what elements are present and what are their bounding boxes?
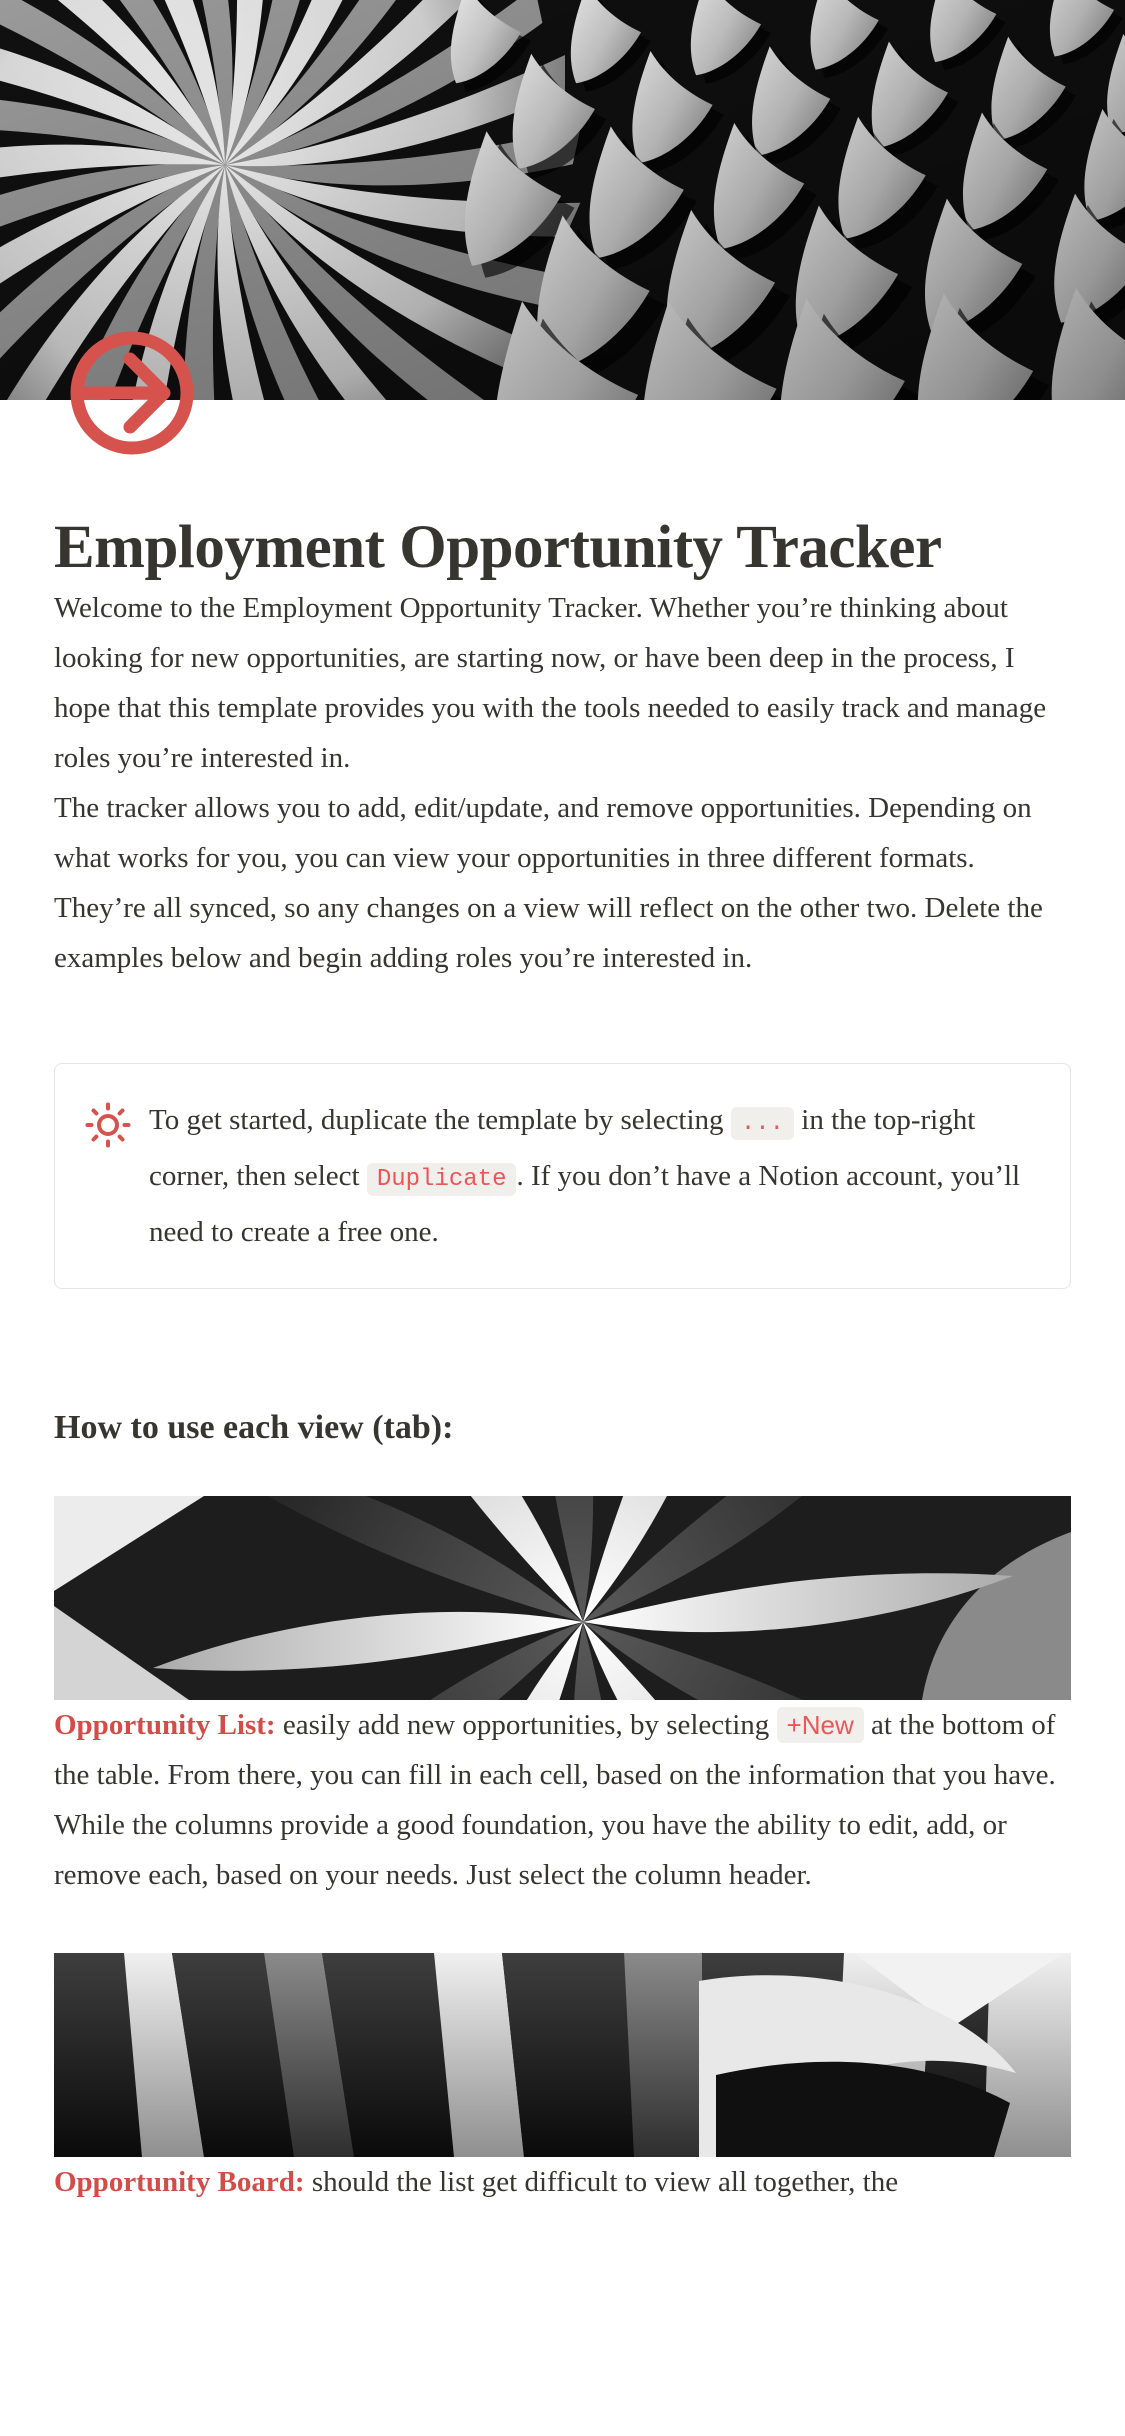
intro-paragraph-1: Welcome to the Employment Opportunity Tracker. Whether you’re thinking about looking for new opportunities, are starting now, or have been deep in the process, I hope that this template provides you with the tools needed to easily track and manage roles you’re interested in. <box>54 592 1047 774</box>
new-button-chip: +New <box>777 1707 864 1743</box>
opportunity-list-image[interactable] <box>54 1496 1071 1700</box>
callout-text-part3: . If you don’t have a Notion account, you’ll need to create a free one. <box>149 1160 1021 1248</box>
opportunity-board-text: should the list get difficult to view all together, the <box>304 2166 899 2198</box>
inline-code-duplicate: Duplicate <box>367 1163 517 1196</box>
intro-paragraph-2: The tracker allows you to add, edit/update, and remove opportunities. Depending on what works for you, you can view your opportunities in three different formats. They’re all synced, so any changes on a view will reflect on the other two. Delete the examples below and begin adding roles you’re interested in. <box>54 792 1043 974</box>
section-heading: How to use each view (tab): <box>54 1409 454 1446</box>
opportunity-list-paragraph <box>54 1700 1071 1800</box>
opportunity-list-text-1: easily add new opportunities, by selecting <box>275 1709 777 1741</box>
opportunity-list-lead: Opportunity List: <box>54 1709 276 1741</box>
opportunity-board-lead: Opportunity Board: <box>54 2166 305 2198</box>
callout-text-part2: in the top-right corner, then select <box>149 1104 976 1192</box>
opportunity-board-paragraph <box>54 2157 1071 2207</box>
opportunity-list-text-2: at the bottom of the table. From there, you can fill in each cell, based on the information that you have. <box>54 1709 1056 1791</box>
page-title: Employment Opportunity Tracker <box>54 514 942 581</box>
pleats-art <box>54 1953 1071 2157</box>
opportunity-board-image[interactable] <box>54 1953 1071 2157</box>
getting-started-callout <box>54 1063 1071 1289</box>
callout-text <box>149 1094 1036 1258</box>
sun-icon <box>85 1102 131 1148</box>
callout-text-part1: To get started, duplicate the template by selecting <box>149 1104 731 1136</box>
columns-note-paragraph: While the columns provide a good foundation, you have the ability to edit, add, or remove each, based on your needs. Just select the column header. <box>54 1809 1007 1891</box>
page-icon-arrow-circle-icon[interactable] <box>68 329 196 457</box>
pinwheel-art <box>54 1496 1071 1700</box>
inline-code-dots: ... <box>731 1107 794 1140</box>
